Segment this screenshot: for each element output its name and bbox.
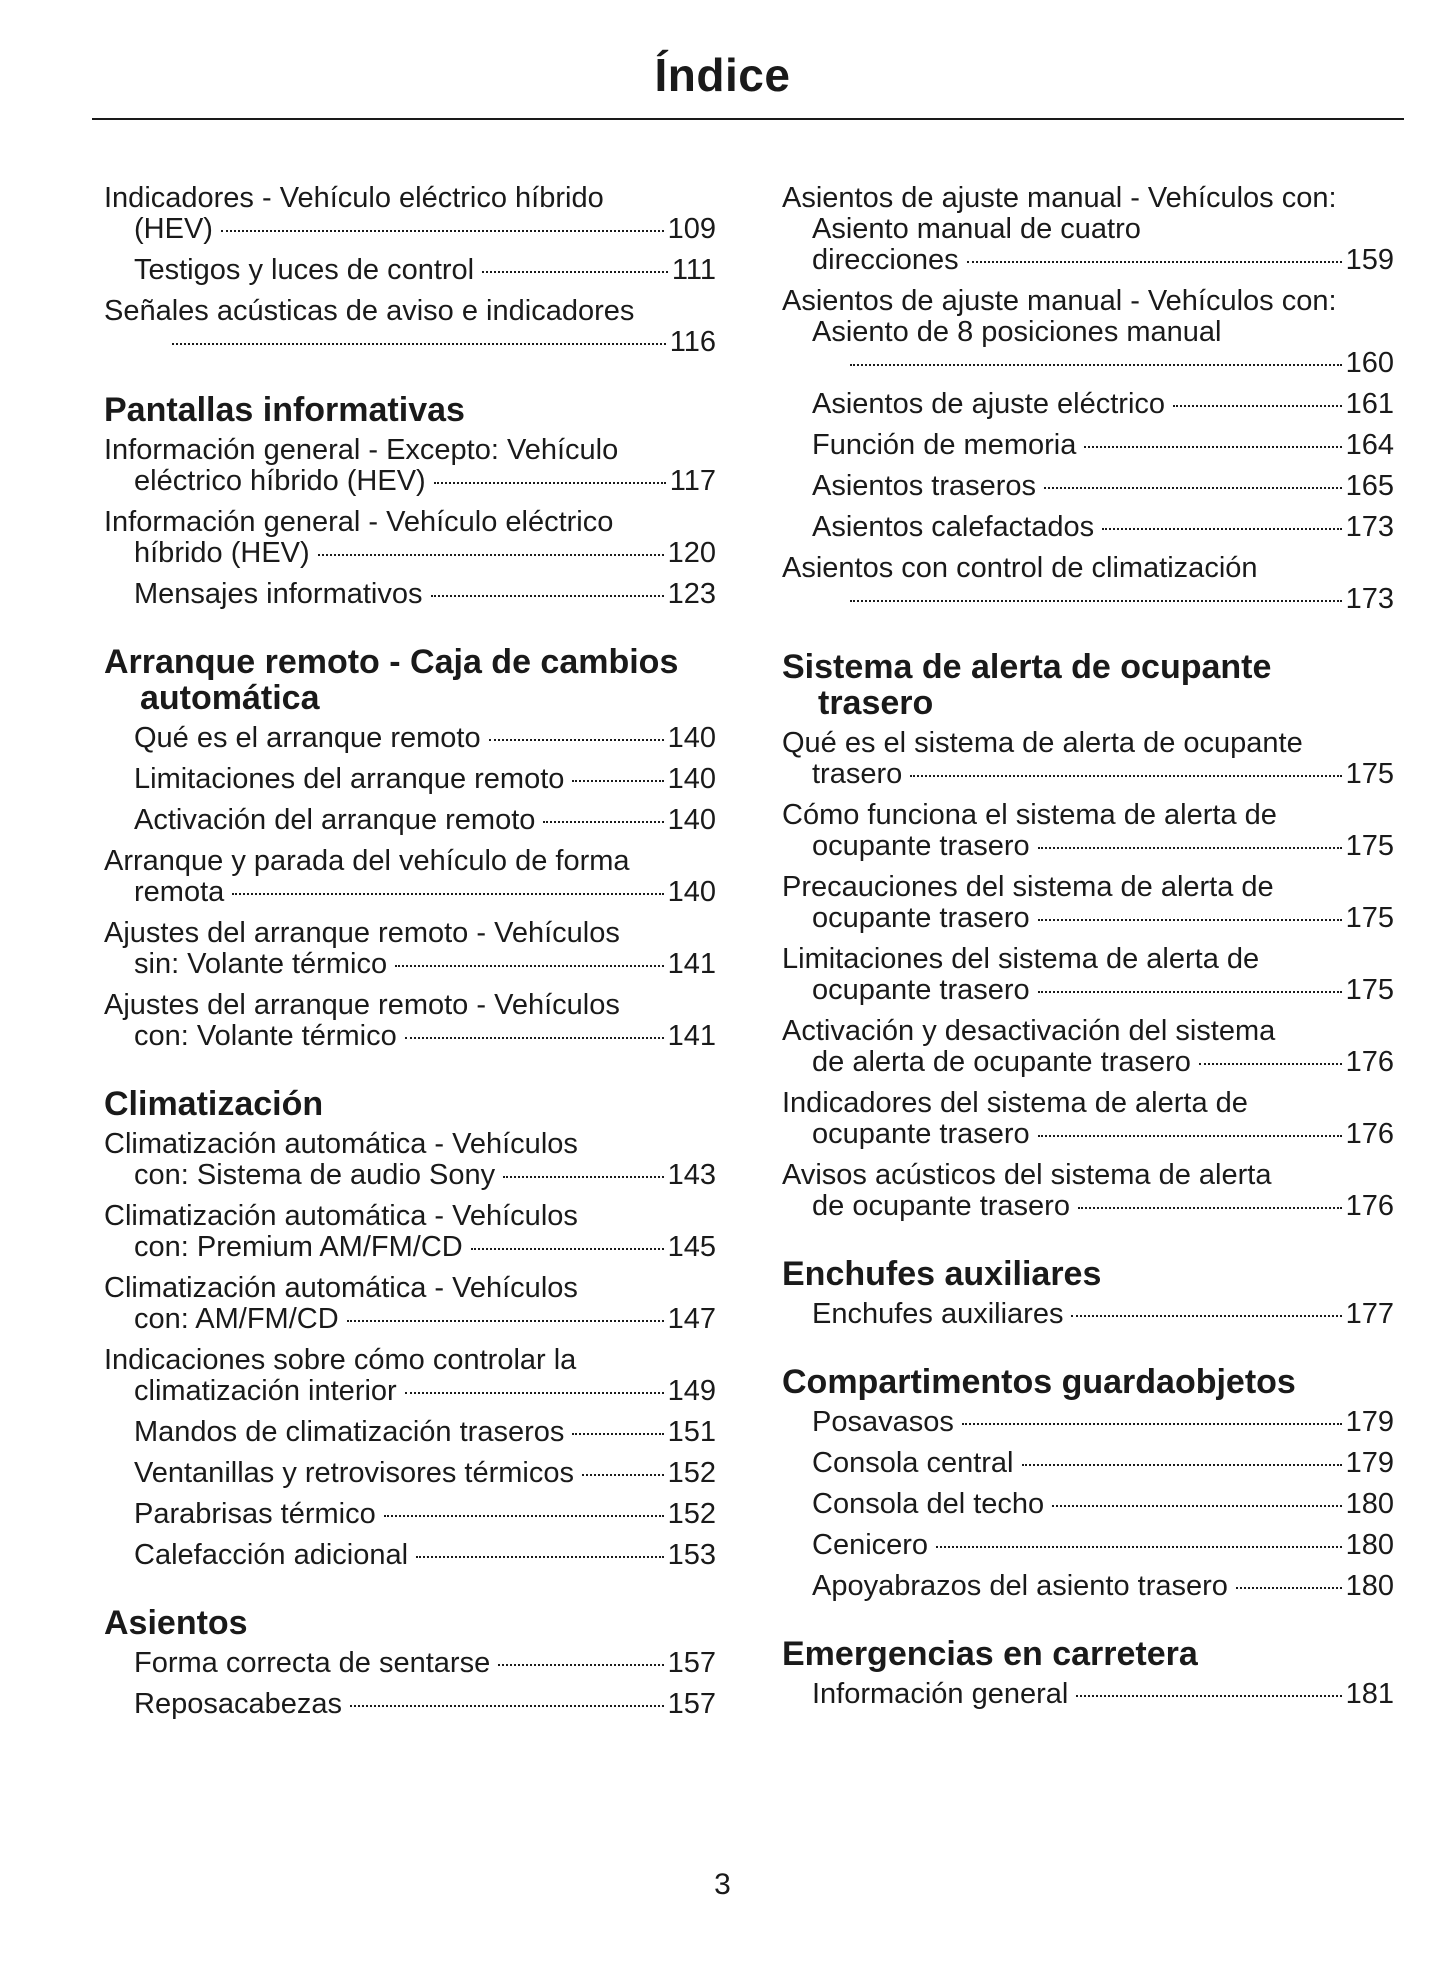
dot-leader bbox=[1038, 991, 1342, 993]
toc-entry-row bbox=[812, 389, 1394, 420]
title-divider bbox=[92, 118, 1404, 120]
toc-entry[interactable] bbox=[104, 507, 716, 569]
toc-entry[interactable] bbox=[782, 944, 1394, 1006]
toc-entry-page-number: 143 bbox=[667, 1159, 716, 1191]
section-heading: Pantallas informativas bbox=[104, 391, 465, 429]
toc-entry-page-number: 141 bbox=[667, 948, 716, 980]
toc-entry-page-number: 140 bbox=[667, 804, 716, 836]
dot-leader bbox=[543, 821, 663, 823]
toc-entry-title-tail: ocupante trasero bbox=[812, 974, 1030, 1006]
toc-entry-list bbox=[104, 723, 716, 1052]
dot-leader bbox=[482, 271, 668, 273]
section-heading: Climatización bbox=[104, 1085, 324, 1123]
toc-entry[interactable] bbox=[782, 1299, 1394, 1330]
toc-entry-title-tail: (HEV) bbox=[134, 213, 213, 245]
toc-section bbox=[104, 392, 716, 610]
toc-entry-row bbox=[134, 764, 716, 795]
toc-entry[interactable] bbox=[104, 1273, 716, 1335]
toc-entry[interactable] bbox=[782, 1160, 1394, 1222]
toc-entry[interactable] bbox=[104, 1689, 716, 1720]
toc-entry-page-number: 180 bbox=[1345, 1529, 1394, 1561]
toc-entry-row bbox=[134, 1458, 716, 1489]
toc-entry-title: Información general - Excepto: Vehículo bbox=[104, 434, 619, 466]
toc-entry[interactable] bbox=[104, 255, 716, 286]
toc-entry[interactable] bbox=[782, 872, 1394, 934]
toc-entry-title: Asientos de ajuste manual - Vehículos con: Asiento de 8 posiciones manual bbox=[782, 285, 1337, 348]
dot-leader bbox=[1078, 1207, 1342, 1209]
toc-section bbox=[104, 1086, 716, 1571]
toc-entry-page-number: 157 bbox=[667, 1688, 716, 1720]
toc-entry-title-tail: Parabrisas térmico bbox=[134, 1498, 376, 1530]
toc-entry-page-number: 175 bbox=[1345, 758, 1394, 790]
toc-entry-title: Avisos acústicos del sistema de alerta bbox=[782, 1159, 1272, 1191]
toc-entry[interactable] bbox=[104, 918, 716, 980]
toc-entry-row bbox=[812, 759, 1394, 790]
toc-entry-page-number: 165 bbox=[1345, 470, 1394, 502]
section-heading: Emergencias en carretera bbox=[782, 1635, 1198, 1673]
toc-entry-row bbox=[134, 877, 716, 908]
toc-entry-title-tail: Consola del techo bbox=[812, 1488, 1045, 1520]
dot-leader bbox=[1236, 1587, 1342, 1589]
toc-entry-title: Arranque y parada del vehículo de forma bbox=[104, 845, 630, 877]
toc-entry-row bbox=[134, 1540, 716, 1571]
toc-section bbox=[782, 183, 1394, 615]
toc-entry-page-number: 109 bbox=[667, 213, 716, 245]
toc-entry-row bbox=[812, 471, 1394, 502]
toc-entry-page-number: 180 bbox=[1345, 1570, 1394, 1602]
toc-entry-row bbox=[134, 1648, 716, 1679]
toc-entry-title-tail: de alerta de ocupante trasero bbox=[812, 1046, 1191, 1078]
toc-entry-row bbox=[812, 903, 1394, 934]
toc-entry-row bbox=[812, 975, 1394, 1006]
toc-entry[interactable] bbox=[104, 1417, 716, 1448]
toc-entry-page-number: 160 bbox=[1345, 347, 1394, 379]
toc-entry-page-number: 157 bbox=[667, 1647, 716, 1679]
toc-entry-row bbox=[812, 1191, 1394, 1222]
toc-entry-title: Limitaciones del sistema de alerta de bbox=[782, 943, 1260, 975]
dot-leader bbox=[1102, 528, 1341, 530]
toc-entry-list bbox=[782, 728, 1394, 1222]
toc-entry-list bbox=[104, 183, 716, 358]
toc-entry-title-tail: Asientos de ajuste eléctrico bbox=[812, 388, 1166, 420]
toc-entry[interactable] bbox=[782, 1407, 1394, 1438]
toc-entry-title-tail: Activación del arranque remoto bbox=[134, 804, 536, 836]
toc-entry-title-tail: híbrido (HEV) bbox=[134, 537, 310, 569]
toc-entry-list bbox=[782, 1299, 1394, 1330]
toc-entry[interactable] bbox=[782, 800, 1394, 862]
dot-leader bbox=[1044, 487, 1342, 489]
toc-entry-title: Precauciones del sistema de alerta de bbox=[782, 871, 1274, 903]
toc-entry-row bbox=[812, 1530, 1394, 1561]
toc-entry-page-number: 140 bbox=[667, 722, 716, 754]
toc-entry-page-number: 173 bbox=[1345, 511, 1394, 543]
dot-leader bbox=[1022, 1464, 1342, 1466]
toc-entry-row bbox=[812, 1448, 1394, 1479]
toc-entry-title-tail: con: Premium AM/FM/CD bbox=[134, 1231, 463, 1263]
toc-entry-title: Climatización automática - Vehículos bbox=[104, 1128, 578, 1160]
toc-entry[interactable] bbox=[782, 1088, 1394, 1150]
toc-section bbox=[782, 1636, 1394, 1710]
toc-entry-title-tail: Consola central bbox=[812, 1447, 1014, 1479]
toc-entry-title: Activación y desactivación del sistema bbox=[782, 1015, 1276, 1047]
toc-entry-page-number: 111 bbox=[671, 254, 716, 286]
dot-leader bbox=[405, 1392, 664, 1394]
toc-entry-page-number: 175 bbox=[1345, 902, 1394, 934]
toc-entry-row bbox=[812, 245, 1394, 276]
dot-leader bbox=[850, 364, 1342, 366]
toc-entry-page-number: 116 bbox=[669, 326, 716, 358]
toc-entry-row bbox=[812, 430, 1394, 461]
toc-entry-title-tail: Información general bbox=[812, 1678, 1069, 1710]
toc-entry-row bbox=[812, 1571, 1394, 1602]
toc-entry-page-number: 176 bbox=[1345, 1046, 1394, 1078]
toc-entry-page-number: 175 bbox=[1345, 830, 1394, 862]
toc-entry-row bbox=[134, 949, 716, 980]
toc-entry-title-tail: Qué es el arranque remoto bbox=[134, 722, 481, 754]
toc-entry-row bbox=[812, 1407, 1394, 1438]
dot-leader bbox=[967, 261, 1342, 263]
dot-leader bbox=[572, 780, 663, 782]
dot-leader bbox=[318, 554, 664, 556]
toc-entry-row bbox=[134, 1232, 716, 1263]
toc-entry[interactable] bbox=[104, 183, 716, 245]
toc-entry-title: Ajustes del arranque remoto - Vehículos bbox=[104, 917, 620, 949]
section-heading: Sistema de alerta de ocupante trasero bbox=[782, 648, 1272, 722]
toc-entry-row bbox=[134, 1689, 716, 1720]
toc-entry-row bbox=[812, 1299, 1394, 1330]
toc-entry-page-number: 176 bbox=[1345, 1190, 1394, 1222]
toc-entry-page-number: 173 bbox=[1345, 583, 1394, 615]
toc-entry[interactable] bbox=[104, 764, 716, 795]
toc-entry-row bbox=[812, 1679, 1394, 1710]
toc-entry-page-number: 123 bbox=[667, 578, 716, 610]
toc-entry-page-number: 140 bbox=[667, 876, 716, 908]
toc-entry[interactable] bbox=[782, 389, 1394, 420]
dot-leader bbox=[910, 775, 1341, 777]
toc-entry[interactable] bbox=[104, 1129, 716, 1191]
toc-entry-row bbox=[134, 579, 716, 610]
toc-entry-page-number: 145 bbox=[667, 1231, 716, 1263]
dot-leader bbox=[232, 893, 663, 895]
dot-leader bbox=[405, 1037, 664, 1039]
dot-leader bbox=[431, 595, 664, 597]
toc-entry-title-tail: ocupante trasero bbox=[812, 902, 1030, 934]
dot-leader bbox=[172, 343, 666, 345]
toc-entry[interactable] bbox=[104, 805, 716, 836]
toc-entry-row bbox=[134, 538, 716, 569]
toc-entry-title-tail: Reposacabezas bbox=[134, 1688, 342, 1720]
toc-entry[interactable] bbox=[782, 471, 1394, 502]
toc-section bbox=[104, 644, 716, 1052]
toc-column-right bbox=[782, 183, 1394, 1744]
toc-entry-title-tail: Testigos y luces de control bbox=[134, 254, 475, 286]
toc-entry-title: Ajustes del arranque remoto - Vehículos bbox=[104, 989, 620, 1021]
toc-entry-list bbox=[104, 435, 716, 610]
toc-entry[interactable] bbox=[104, 846, 716, 908]
toc-entry-list bbox=[782, 1407, 1394, 1602]
toc-entry-row bbox=[812, 348, 1394, 379]
toc-entry-page-number: 141 bbox=[667, 1020, 716, 1052]
toc-entry[interactable] bbox=[104, 1458, 716, 1489]
toc-entry-list bbox=[782, 1679, 1394, 1710]
toc-entry-title-tail: Asientos calefactados bbox=[812, 511, 1095, 543]
dot-leader bbox=[1076, 1695, 1341, 1697]
toc-entry-row bbox=[812, 1119, 1394, 1150]
toc-entry-page-number: 161 bbox=[1345, 388, 1394, 420]
toc-entry-list bbox=[782, 183, 1394, 615]
dot-leader bbox=[434, 482, 666, 484]
toc-entry-row bbox=[812, 831, 1394, 862]
toc-entry-row bbox=[134, 1376, 716, 1407]
toc-entry[interactable] bbox=[104, 1345, 716, 1407]
toc-entry[interactable] bbox=[104, 435, 716, 497]
toc-entry-title-tail: Limitaciones del arranque remoto bbox=[134, 763, 565, 795]
toc-entry-title-tail: ocupante trasero bbox=[812, 830, 1030, 862]
toc-entry-title-tail: direcciones bbox=[812, 244, 959, 276]
section-heading: Enchufes auxiliares bbox=[782, 1255, 1102, 1293]
toc-entry-title-tail: Función de memoria bbox=[812, 429, 1077, 461]
toc-entry-page-number: 151 bbox=[667, 1416, 716, 1448]
dot-leader bbox=[1038, 847, 1342, 849]
toc-entry-page-number: 120 bbox=[667, 537, 716, 569]
toc-entry-title: Climatización automática - Vehículos bbox=[104, 1272, 578, 1304]
dot-leader bbox=[498, 1664, 663, 1666]
toc-entry-row bbox=[134, 1304, 716, 1335]
toc-entry-title-tail: climatización interior bbox=[134, 1375, 397, 1407]
dot-leader bbox=[962, 1423, 1342, 1425]
toc-section bbox=[782, 649, 1394, 1222]
toc-entry-row bbox=[812, 1489, 1394, 1520]
dot-leader bbox=[850, 600, 1342, 602]
toc-entry-title: Información general - Vehículo eléctrico bbox=[104, 506, 614, 538]
toc-entry-page-number: 179 bbox=[1345, 1447, 1394, 1479]
toc-entry-list bbox=[104, 1648, 716, 1720]
toc-entry-title-tail: Mandos de climatización traseros bbox=[134, 1416, 565, 1448]
toc-entry[interactable] bbox=[104, 990, 716, 1052]
toc-entry[interactable] bbox=[782, 1489, 1394, 1520]
toc-entry-title-tail: con: AM/FM/CD bbox=[134, 1303, 339, 1335]
toc-entry-row bbox=[134, 1160, 716, 1191]
toc-entry[interactable] bbox=[104, 296, 716, 358]
toc-entry-title-tail: Posavasos bbox=[812, 1406, 954, 1438]
dot-leader bbox=[1084, 446, 1341, 448]
toc-entry[interactable] bbox=[104, 1648, 716, 1679]
toc-entry-title: Indicadores - Vehículo eléctrico híbrido bbox=[104, 182, 604, 214]
toc-entry-title: Asientos con control de climatización bbox=[782, 552, 1258, 584]
toc-entry[interactable] bbox=[782, 728, 1394, 790]
toc-entry-title-tail: de ocupante trasero bbox=[812, 1190, 1070, 1222]
toc-entry-title-tail: con: Volante térmico bbox=[134, 1020, 397, 1052]
toc-entry[interactable] bbox=[104, 723, 716, 754]
toc-entry-row bbox=[812, 512, 1394, 543]
toc-entry-list bbox=[104, 1129, 716, 1571]
toc-entry-title-tail: ocupante trasero bbox=[812, 1118, 1030, 1150]
toc-entry-title-tail: sin: Volante térmico bbox=[134, 948, 388, 980]
dot-leader bbox=[503, 1176, 663, 1178]
toc-entry-row bbox=[134, 805, 716, 836]
dot-leader bbox=[572, 1433, 663, 1435]
dot-leader bbox=[347, 1320, 664, 1322]
toc-entry[interactable] bbox=[782, 430, 1394, 461]
toc-entry-row bbox=[134, 1499, 716, 1530]
toc-entry-page-number: 176 bbox=[1345, 1118, 1394, 1150]
toc-entry-page-number: 140 bbox=[667, 763, 716, 795]
toc-entry-row bbox=[812, 1047, 1394, 1078]
dot-leader bbox=[221, 230, 664, 232]
toc-entry[interactable] bbox=[782, 1571, 1394, 1602]
toc-entry[interactable] bbox=[782, 1016, 1394, 1078]
dot-leader bbox=[936, 1546, 1342, 1548]
dot-leader bbox=[1038, 1135, 1342, 1137]
toc-entry[interactable] bbox=[782, 512, 1394, 543]
toc-entry-row bbox=[134, 1417, 716, 1448]
dot-leader bbox=[416, 1556, 664, 1558]
toc-entry[interactable] bbox=[782, 1448, 1394, 1479]
toc-entry-page-number: 152 bbox=[667, 1457, 716, 1489]
toc-entry-row bbox=[812, 584, 1394, 615]
toc-entry[interactable] bbox=[104, 579, 716, 610]
toc-section bbox=[782, 1256, 1394, 1330]
toc-entry-title-tail: Mensajes informativos bbox=[134, 578, 423, 610]
dot-leader bbox=[384, 1515, 664, 1517]
toc-entry-title-tail: con: Sistema de audio Sony bbox=[134, 1159, 496, 1191]
toc-entry[interactable] bbox=[782, 1679, 1394, 1710]
toc-entry-row bbox=[134, 466, 716, 497]
toc-entry-title: Qué es el sistema de alerta de ocupante bbox=[782, 727, 1303, 759]
toc-entry-page-number: 177 bbox=[1345, 1298, 1394, 1330]
toc-entry[interactable] bbox=[782, 183, 1394, 276]
toc-entry-page-number: 153 bbox=[667, 1539, 716, 1571]
toc-entry-title-tail: Forma correcta de sentarse bbox=[134, 1647, 491, 1679]
toc-entry-row bbox=[134, 214, 716, 245]
toc-entry-row bbox=[134, 723, 716, 754]
toc-entry-title-tail: Asientos traseros bbox=[812, 470, 1037, 502]
toc-entry-title: Indicaciones sobre cómo controlar la bbox=[104, 1344, 577, 1376]
toc-section bbox=[782, 1364, 1394, 1602]
toc-entry-title-tail: trasero bbox=[812, 758, 903, 790]
toc-entry-page-number: 147 bbox=[667, 1303, 716, 1335]
toc-entry-title-tail: Ventanillas y retrovisores térmicos bbox=[134, 1457, 574, 1489]
toc-entry-title-tail: Calefacción adicional bbox=[134, 1539, 409, 1571]
toc-entry-page-number: 159 bbox=[1345, 244, 1394, 276]
toc-entry-page-number: 164 bbox=[1345, 429, 1394, 461]
toc-entry[interactable] bbox=[104, 1499, 716, 1530]
toc-entry-page-number: 152 bbox=[667, 1498, 716, 1530]
dot-leader bbox=[582, 1474, 664, 1476]
toc-entry-page-number: 175 bbox=[1345, 974, 1394, 1006]
dot-leader bbox=[489, 739, 664, 741]
toc-entry[interactable] bbox=[104, 1540, 716, 1571]
toc-section bbox=[104, 183, 716, 358]
section-heading: Compartimentos guardaobjetos bbox=[782, 1363, 1296, 1401]
dot-leader bbox=[350, 1705, 664, 1707]
toc-entry-title-tail: Apoyabrazos del asiento trasero bbox=[812, 1570, 1228, 1602]
toc-entry-title-tail: eléctrico híbrido (HEV) bbox=[134, 465, 426, 497]
toc-section bbox=[104, 1605, 716, 1720]
toc-entry[interactable] bbox=[782, 1530, 1394, 1561]
toc-entry-page-number: 181 bbox=[1345, 1678, 1394, 1710]
dot-leader bbox=[1052, 1505, 1341, 1507]
dot-leader bbox=[471, 1248, 664, 1250]
toc-entry-title-tail: remota bbox=[134, 876, 225, 908]
toc-entry-row bbox=[134, 255, 716, 286]
toc-entry-title-tail: Cenicero bbox=[812, 1529, 929, 1561]
page-title: Índice bbox=[654, 49, 791, 101]
toc-entry-title-tail: Enchufes auxiliares bbox=[812, 1298, 1064, 1330]
toc-entry-title: Climatización automática - Vehículos bbox=[104, 1200, 578, 1232]
toc-entry-title: Indicadores del sistema de alerta de bbox=[782, 1087, 1248, 1119]
toc-entry-page-number: 180 bbox=[1345, 1488, 1394, 1520]
toc-column-left bbox=[104, 183, 716, 1754]
toc-entry-page-number: 149 bbox=[667, 1375, 716, 1407]
toc-entry-row bbox=[134, 327, 716, 358]
dot-leader bbox=[1038, 919, 1342, 921]
section-heading: Asientos bbox=[104, 1604, 248, 1642]
toc-entry-page-number: 179 bbox=[1345, 1406, 1394, 1438]
toc-entry[interactable] bbox=[782, 286, 1394, 379]
toc-entry[interactable] bbox=[104, 1201, 716, 1263]
toc-entry-title: Cómo funciona el sistema de alerta de bbox=[782, 799, 1277, 831]
toc-entry-page-number: 117 bbox=[669, 465, 716, 497]
toc-entry[interactable] bbox=[782, 553, 1394, 615]
toc-entry-title: Asientos de ajuste manual - Vehículos con: Asiento manual de cuatro bbox=[782, 182, 1337, 245]
section-heading: Arranque remoto - Caja de cambios automática bbox=[104, 643, 679, 717]
toc-entry-row bbox=[134, 1021, 716, 1052]
toc-entry-title: Señales acústicas de aviso e indicadores bbox=[104, 295, 635, 327]
dot-leader bbox=[1199, 1063, 1342, 1065]
dot-leader bbox=[1071, 1315, 1341, 1317]
page-number: 3 bbox=[714, 1868, 731, 1901]
dot-leader bbox=[1173, 405, 1342, 407]
dot-leader bbox=[395, 965, 664, 967]
